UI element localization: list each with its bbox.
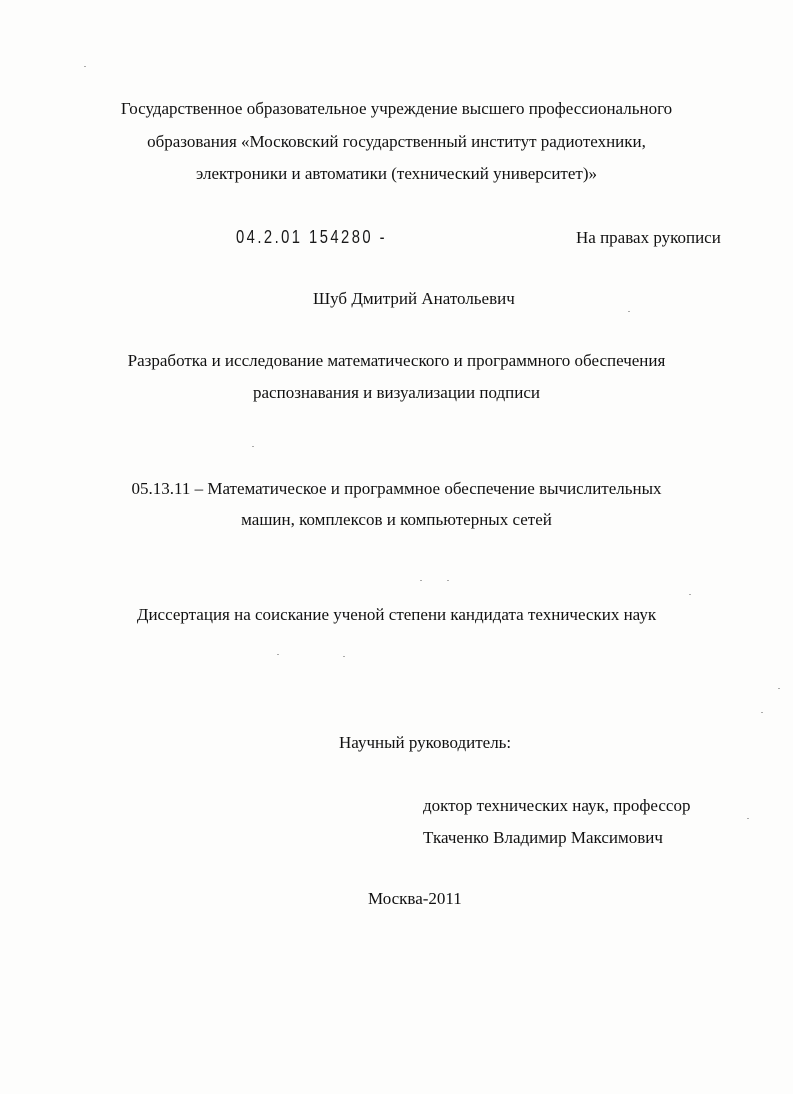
specialty-line-2: машин, комплексов и компьютерных сетей bbox=[241, 510, 552, 529]
scan-speck bbox=[778, 688, 780, 689]
scan-speck bbox=[747, 818, 749, 819]
thesis-title-line-2: распознавания и визуализации подписи bbox=[253, 383, 540, 402]
scan-speck bbox=[447, 580, 449, 581]
dissertation-type: Диссертация на соискание ученой степени кандидата технических наук bbox=[136, 605, 657, 624]
author-name: Шуб Дмитрий Анатольевич bbox=[313, 289, 515, 308]
registration-number-stamp: 04.2.01 154280 - bbox=[236, 227, 387, 247]
supervisor-heading: Научный руководитель: bbox=[339, 733, 512, 752]
institution-line-2: образования «Московский государственный институт радиотехники, bbox=[147, 132, 646, 151]
scan-speck bbox=[277, 654, 279, 655]
scan-speck bbox=[420, 580, 422, 581]
institution-line-1: Государственное образовательное учреждение высшего профессионального bbox=[120, 99, 673, 118]
scan-speck bbox=[628, 311, 630, 312]
supervisor-name: Ткаченко Владимир Максимович bbox=[423, 828, 663, 847]
specialty-line-1: 05.13.11 – Математическое и программное обеспечение вычислительных bbox=[131, 479, 662, 498]
scan-speck bbox=[252, 446, 254, 447]
scan-speck bbox=[84, 66, 86, 67]
institution-line-3: электроники и автоматики (технический университет)» bbox=[195, 164, 597, 183]
manuscript-rights-label: На правах рукописи bbox=[576, 228, 721, 247]
scan-speck bbox=[689, 594, 691, 595]
scan-speck bbox=[343, 656, 345, 657]
supervisor-degree: доктор технических наук, профессор bbox=[423, 796, 691, 815]
city-year: Москва-2011 bbox=[368, 889, 462, 908]
scan-speck bbox=[761, 712, 763, 713]
thesis-title-line-1: Разработка и исследование математического и программного обеспечения bbox=[127, 351, 666, 370]
